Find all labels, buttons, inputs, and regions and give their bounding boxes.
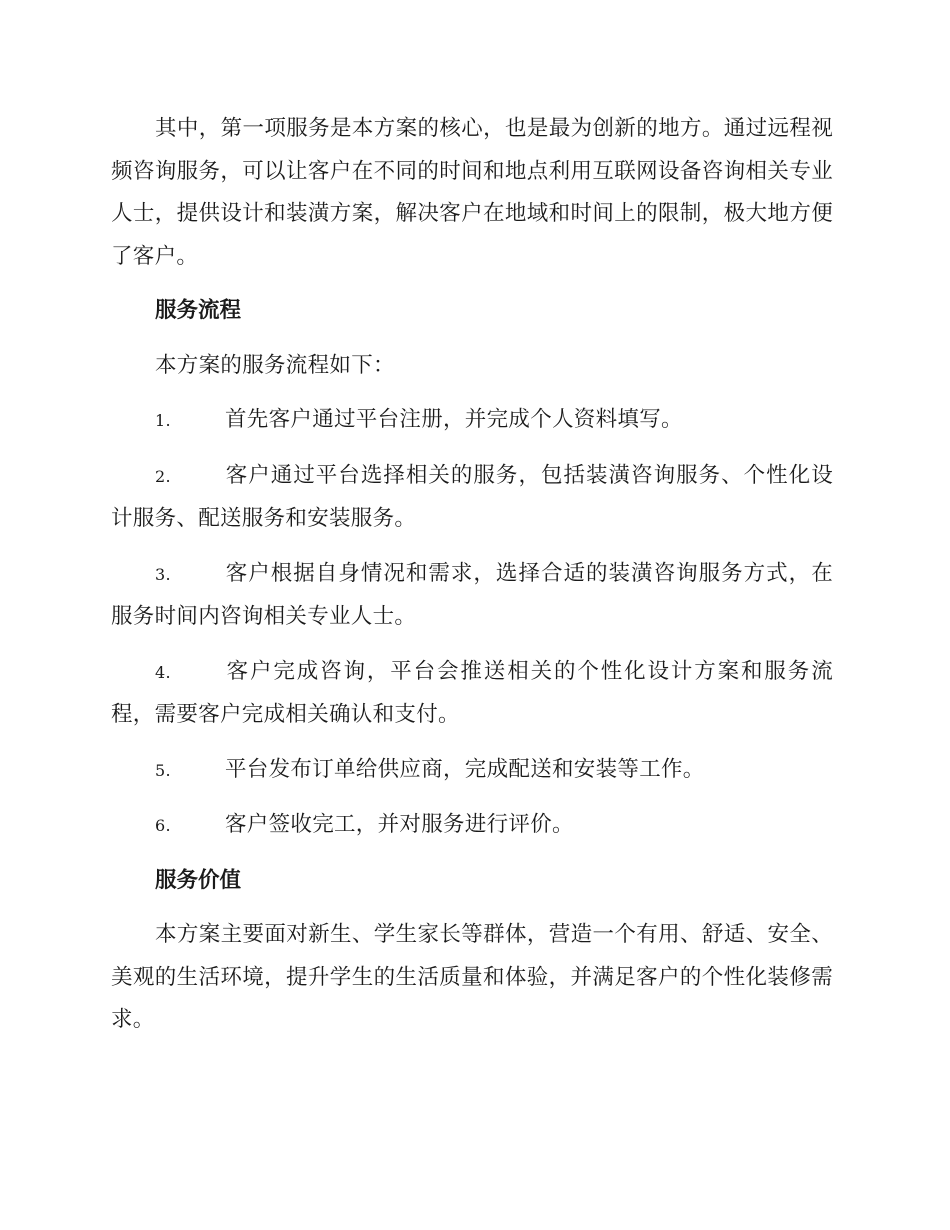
process-heading: 服务流程 [155, 298, 242, 323]
list-item [111, 553, 833, 639]
list-number: 6. [155, 816, 171, 835]
process-intro: 本方案的服务流程如下： [155, 352, 395, 378]
list-item [111, 749, 833, 793]
list-text: 客户根据自身情况和需求，选择合适的装潢咨询服务方式，在服务时间内咨询相关专业人士。 [111, 560, 833, 629]
list-number: 2. [155, 466, 171, 486]
list-item [111, 651, 833, 737]
list-item [111, 399, 833, 443]
list-text: 首先客户通过平台注册，并完成个人资料填写。 [225, 407, 683, 432]
list-item [111, 455, 833, 541]
list-text: 客户签收完工，并对服务进行评价。 [225, 812, 574, 837]
value-paragraph: 本方案主要面对新生、学生家长等群体，营造一个有用、舒适、安全、美观的生活环境，提升学生的生活质量和体验，并满足客户的个性化装修需求。 [111, 922, 833, 1032]
list-number: 5. [155, 760, 171, 780]
list-number: 4. [155, 662, 171, 682]
list-text: 客户完成咨询，平台会推送相关的个性化设计方案和服务流程，需要客户完成相关确认和支付。 [111, 658, 833, 727]
list-number: 1. [155, 411, 171, 430]
value-heading: 服务价值 [155, 867, 242, 893]
list-number: 3. [155, 564, 171, 584]
list-text: 客户通过平台选择相关的服务，包括装潢咨询服务、个性化设计服务、配送服务和安装服务。 [111, 462, 833, 531]
list-text: 平台发布订单给供应商，完成配送和安装等工作。 [225, 756, 705, 782]
list-item [111, 804, 833, 848]
intro-paragraph: 其中，第一项服务是本方案的核心，也是最为创新的地方。通过远程视频咨询服务，可以让客户在不同的时间和地点利用互联网设备咨询相关专业人士，提供设计和装潢方案，解决客户在地域和时间上的限制，极大地方便了客户。 [111, 116, 833, 269]
document-page [111, 108, 833, 1042]
